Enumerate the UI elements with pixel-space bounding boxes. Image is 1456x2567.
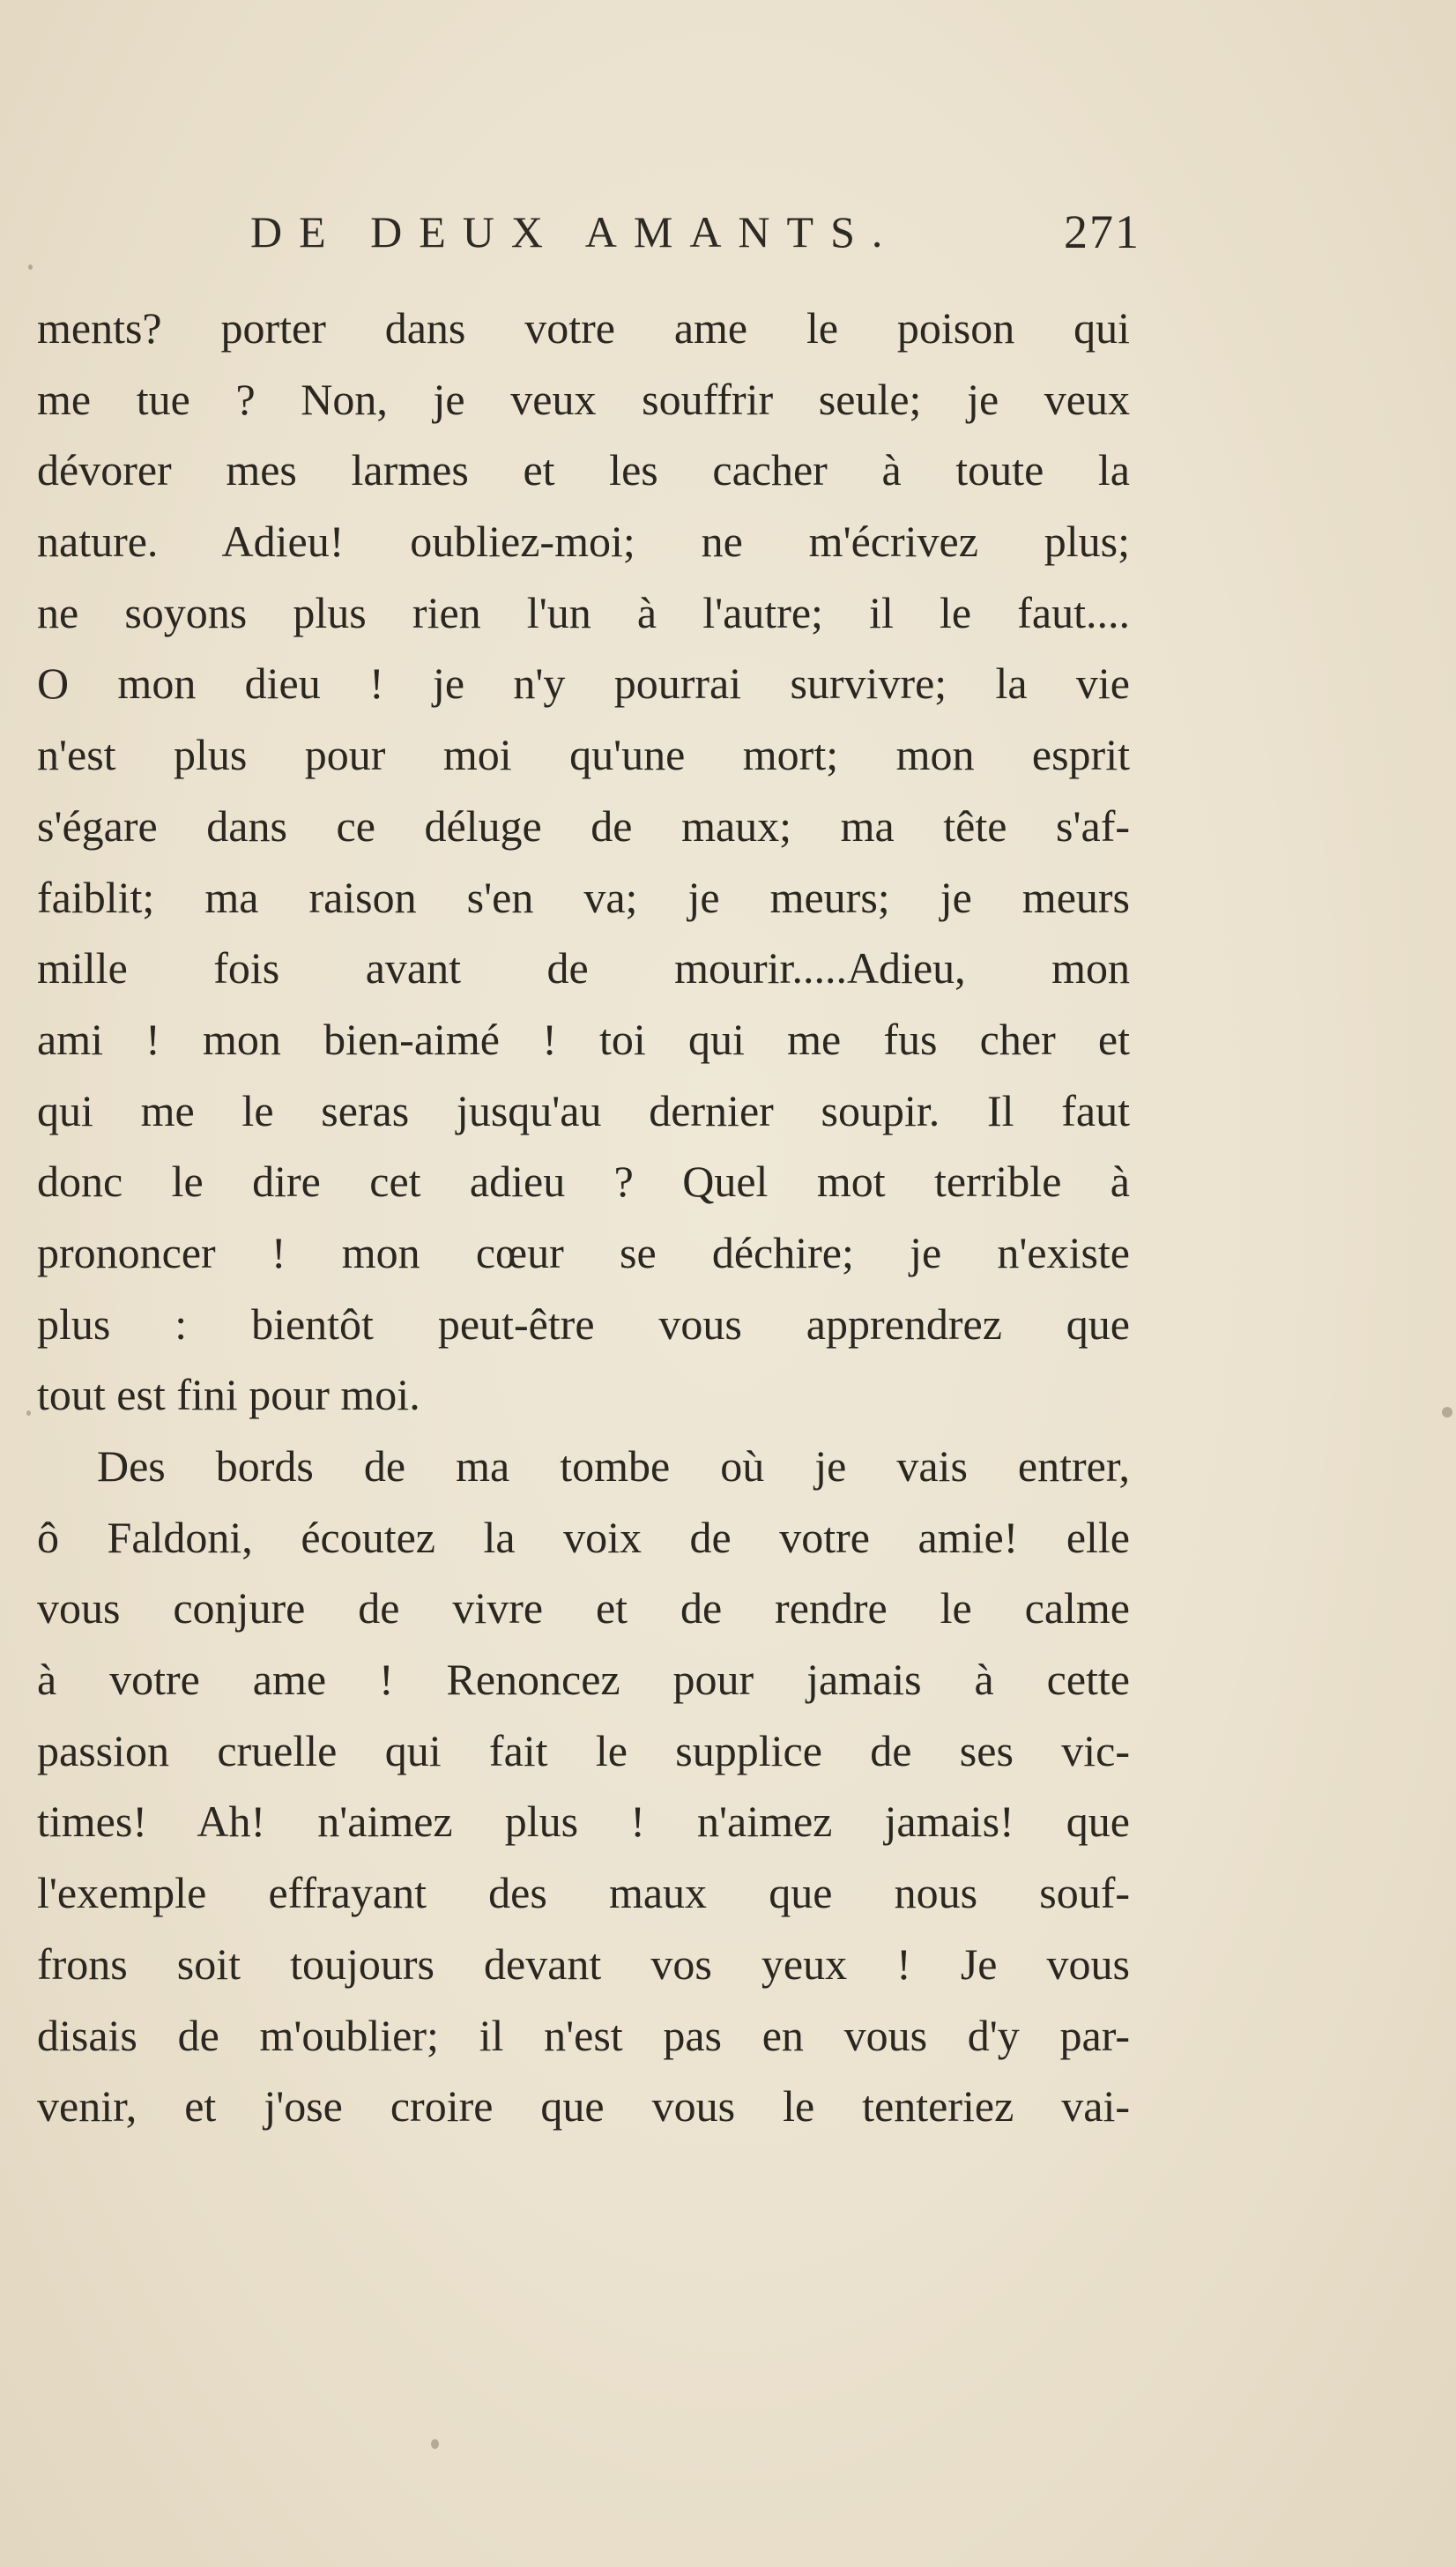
paragraph xyxy=(37,293,1130,1431)
text-line: ments? porter dans votre ame le poison qui xyxy=(37,303,1130,353)
text-line: à votre ame ! Renoncez pour jamais à cette xyxy=(37,1655,1130,1705)
text-line: passion cruelle qui fait le supplice de ses vic- xyxy=(37,1725,1130,1775)
text-line: plus : bientôt peut-être vous apprendrez que xyxy=(37,1298,1130,1349)
page-number: 271 xyxy=(1064,205,1140,258)
text-line: qui me le seras jusqu'au dernier soupir. Il faut xyxy=(37,1085,1130,1135)
text-line: ne soyons plus rien l'un à l'autre; il le faut.... xyxy=(37,587,1130,637)
page-header xyxy=(250,201,1140,263)
text-line: donc le dire cet adieu ? Quel mot terrible à xyxy=(37,1157,1130,1207)
text-line: prononcer ! mon cœur se déchire; je n'existe xyxy=(37,1227,1130,1277)
text-line: n'est plus pour moi qu'une mort; mon esprit xyxy=(37,730,1130,780)
text-line: s'égare dans ce déluge de maux; ma tête s'af- xyxy=(37,800,1130,851)
text-line: faiblit; ma raison s'en va; je meurs; je meurs xyxy=(37,872,1130,922)
text-line: disais de m'oublier; il n'est pas en vous d'y par- xyxy=(37,2010,1130,2060)
body-text xyxy=(37,293,1130,2142)
text-line: ami ! mon bien-aimé ! toi qui me fus cher et xyxy=(37,1014,1130,1064)
paper-speck xyxy=(26,1410,31,1416)
text-line: tout est fini pour moi. xyxy=(37,1370,420,1420)
text-line: O mon dieu ! je n'y pourrai survivre; la vie xyxy=(37,658,1130,709)
paper-speck xyxy=(431,2439,439,2449)
paragraph xyxy=(37,1431,1130,2142)
text-line: l'exemple effrayant des maux que nous souf- xyxy=(37,1868,1130,1918)
paper-speck xyxy=(28,264,33,270)
text-line: ô Faldoni, écoutez la voix de votre amie! elle xyxy=(37,1512,1130,1562)
text-line: times! Ah! n'aimez plus ! n'aimez jamais! que xyxy=(37,1797,1130,1847)
paper-speck xyxy=(1442,1407,1452,1417)
text-line: frons soit toujours devant vos yeux ! Je vous xyxy=(37,1938,1130,1989)
text-line: vous conjure de vivre et de rendre le calme xyxy=(37,1583,1130,1633)
text-line: nature. Adieu! oubliez-moi; ne m'écrivez plus; xyxy=(37,517,1130,567)
text-line: Des bords de ma tombe où je vais entrer, xyxy=(97,1441,1130,1491)
text-line: mille fois avant de mourir.....Adieu, mon xyxy=(37,943,1130,993)
running-title: DE DEUX AMANTS. xyxy=(250,207,900,257)
text-line: dévorer mes larmes et les cacher à toute la xyxy=(37,445,1130,495)
text-line: me tue ? Non, je veux souffrir seule; je veux xyxy=(37,374,1130,424)
text-line: venir, et j'ose croire que vous le tenteriez vai- xyxy=(37,2081,1130,2132)
